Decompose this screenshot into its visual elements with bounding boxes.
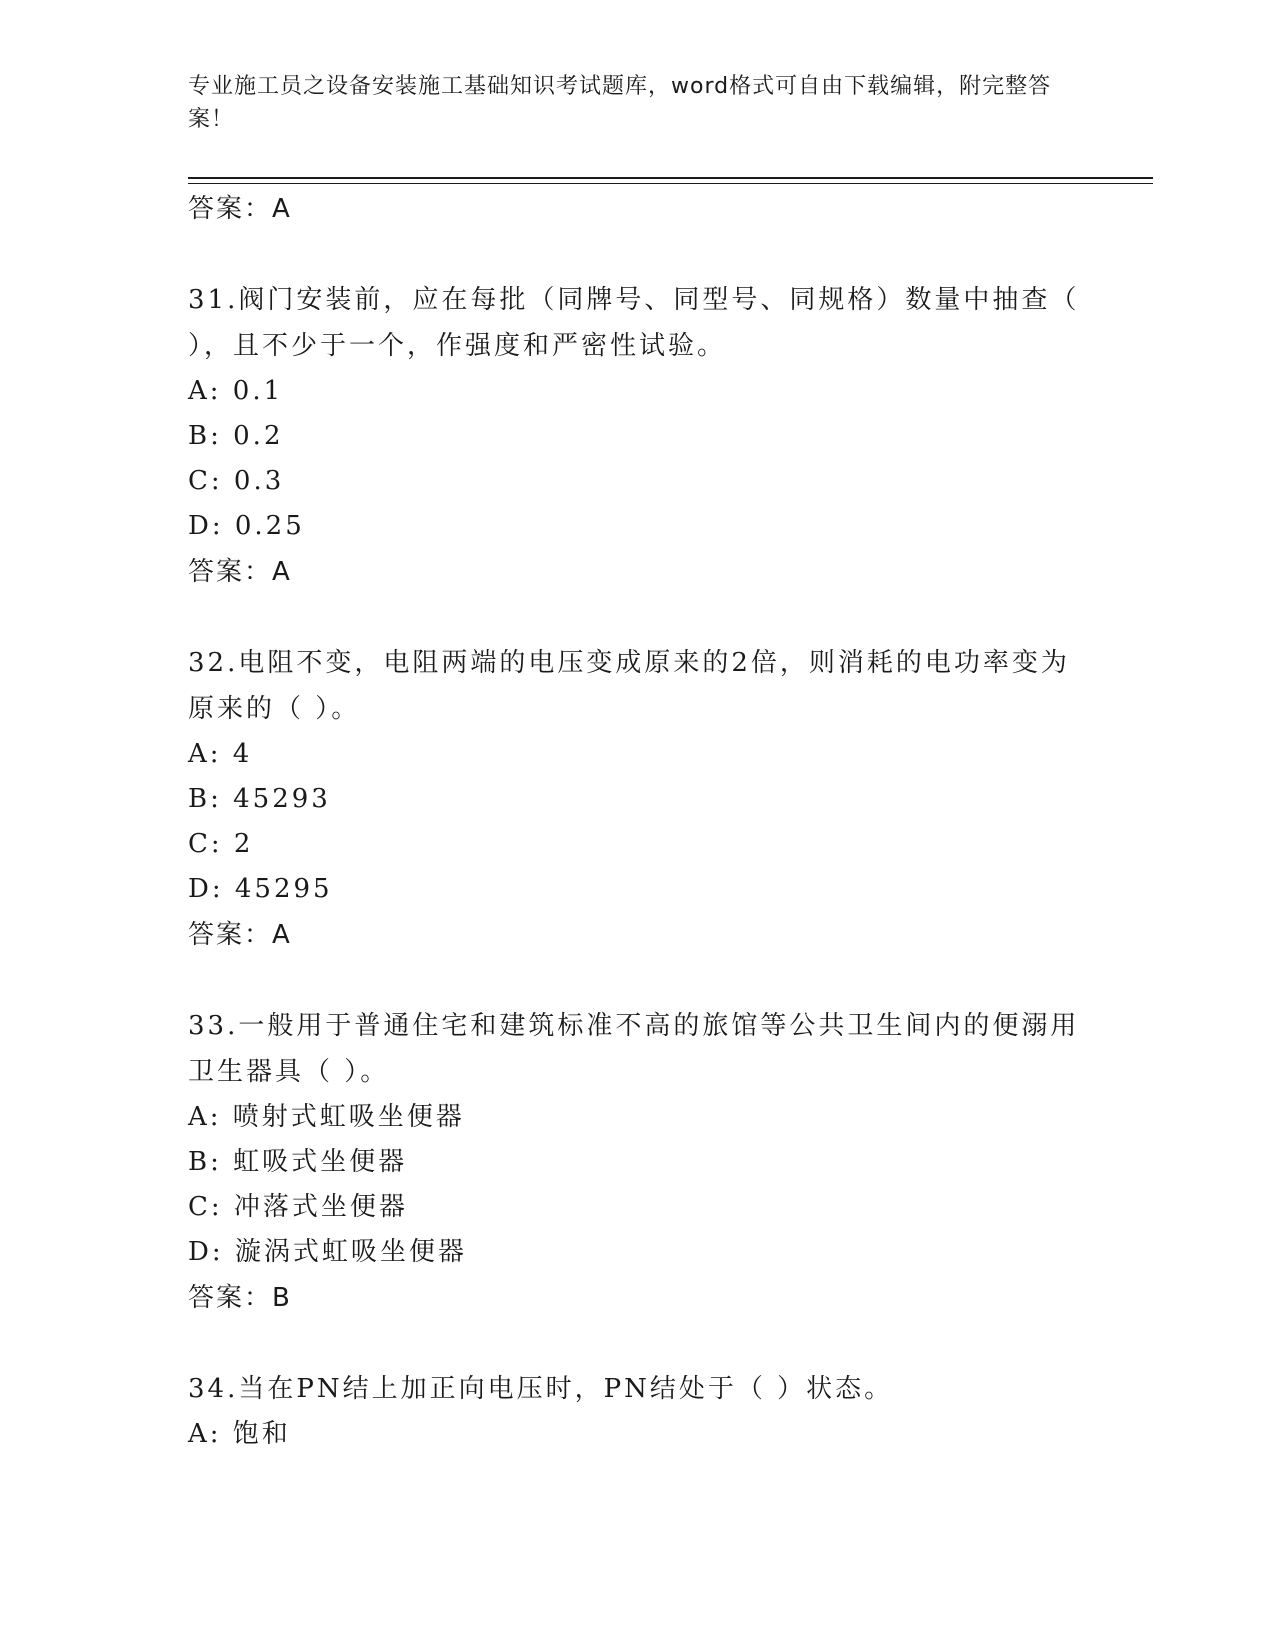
question-item (188, 1003, 1088, 1321)
header-divider-thick (188, 177, 1153, 179)
option-a: A: 饱和 (188, 1419, 291, 1449)
option-c: C: 2 (188, 829, 254, 859)
question-text: 33.一般用于普通住宅和建筑标准不高的旅馆等公共卫生间内的便溺用 (188, 1011, 1080, 1041)
answer-line: 答案：A (188, 194, 292, 224)
option-a: A: 喷射式虹吸坐便器 (188, 1102, 465, 1132)
question-list (188, 186, 1088, 1457)
question-text-continued: ），且不少于一个，作强度和严密性试验。 (188, 331, 727, 361)
option-d: D: 45295 (188, 874, 333, 904)
answer-line: 答案：A (188, 557, 292, 587)
option-b: B: 45293 (188, 784, 331, 814)
question-text: 31.阀门安装前，应在每批（同牌号、同型号、同规格）数量中抽查（ (188, 285, 1080, 315)
option-b: B: 0.2 (188, 421, 284, 451)
option-d: D: 漩涡式虹吸坐便器 (188, 1237, 467, 1267)
question-text: 32.电阻不变，电阻两端的电压变成原来的2倍，则消耗的电功率变为 (188, 648, 1070, 678)
option-a: A: 0.1 (188, 376, 284, 406)
question-text-continued: 卫生器具（ ）。 (188, 1057, 390, 1087)
question-text-continued: 原来的（ ）。 (188, 694, 361, 724)
header-divider-thin (188, 183, 1153, 184)
option-a: A: 4 (188, 739, 253, 769)
answer-line: 答案：A (188, 920, 292, 950)
question-item (188, 1366, 1088, 1457)
question-text: 34.当在PN结上加正向电压时，PN结处于（ ）状态。 (188, 1374, 894, 1404)
answer-line: 答案：B (188, 1283, 292, 1313)
option-b: B: 虹吸式坐便器 (188, 1147, 408, 1177)
option-c: C: 0.3 (188, 466, 285, 496)
question-item (188, 640, 1088, 958)
option-d: D: 0.25 (188, 511, 305, 541)
document-header: 专业施工员之设备安装施工基础知识考试题库，word格式可自由下载编辑，附完整答案！ (188, 74, 1052, 132)
question-item (188, 277, 1088, 595)
option-c: C: 冲落式坐便器 (188, 1192, 408, 1222)
